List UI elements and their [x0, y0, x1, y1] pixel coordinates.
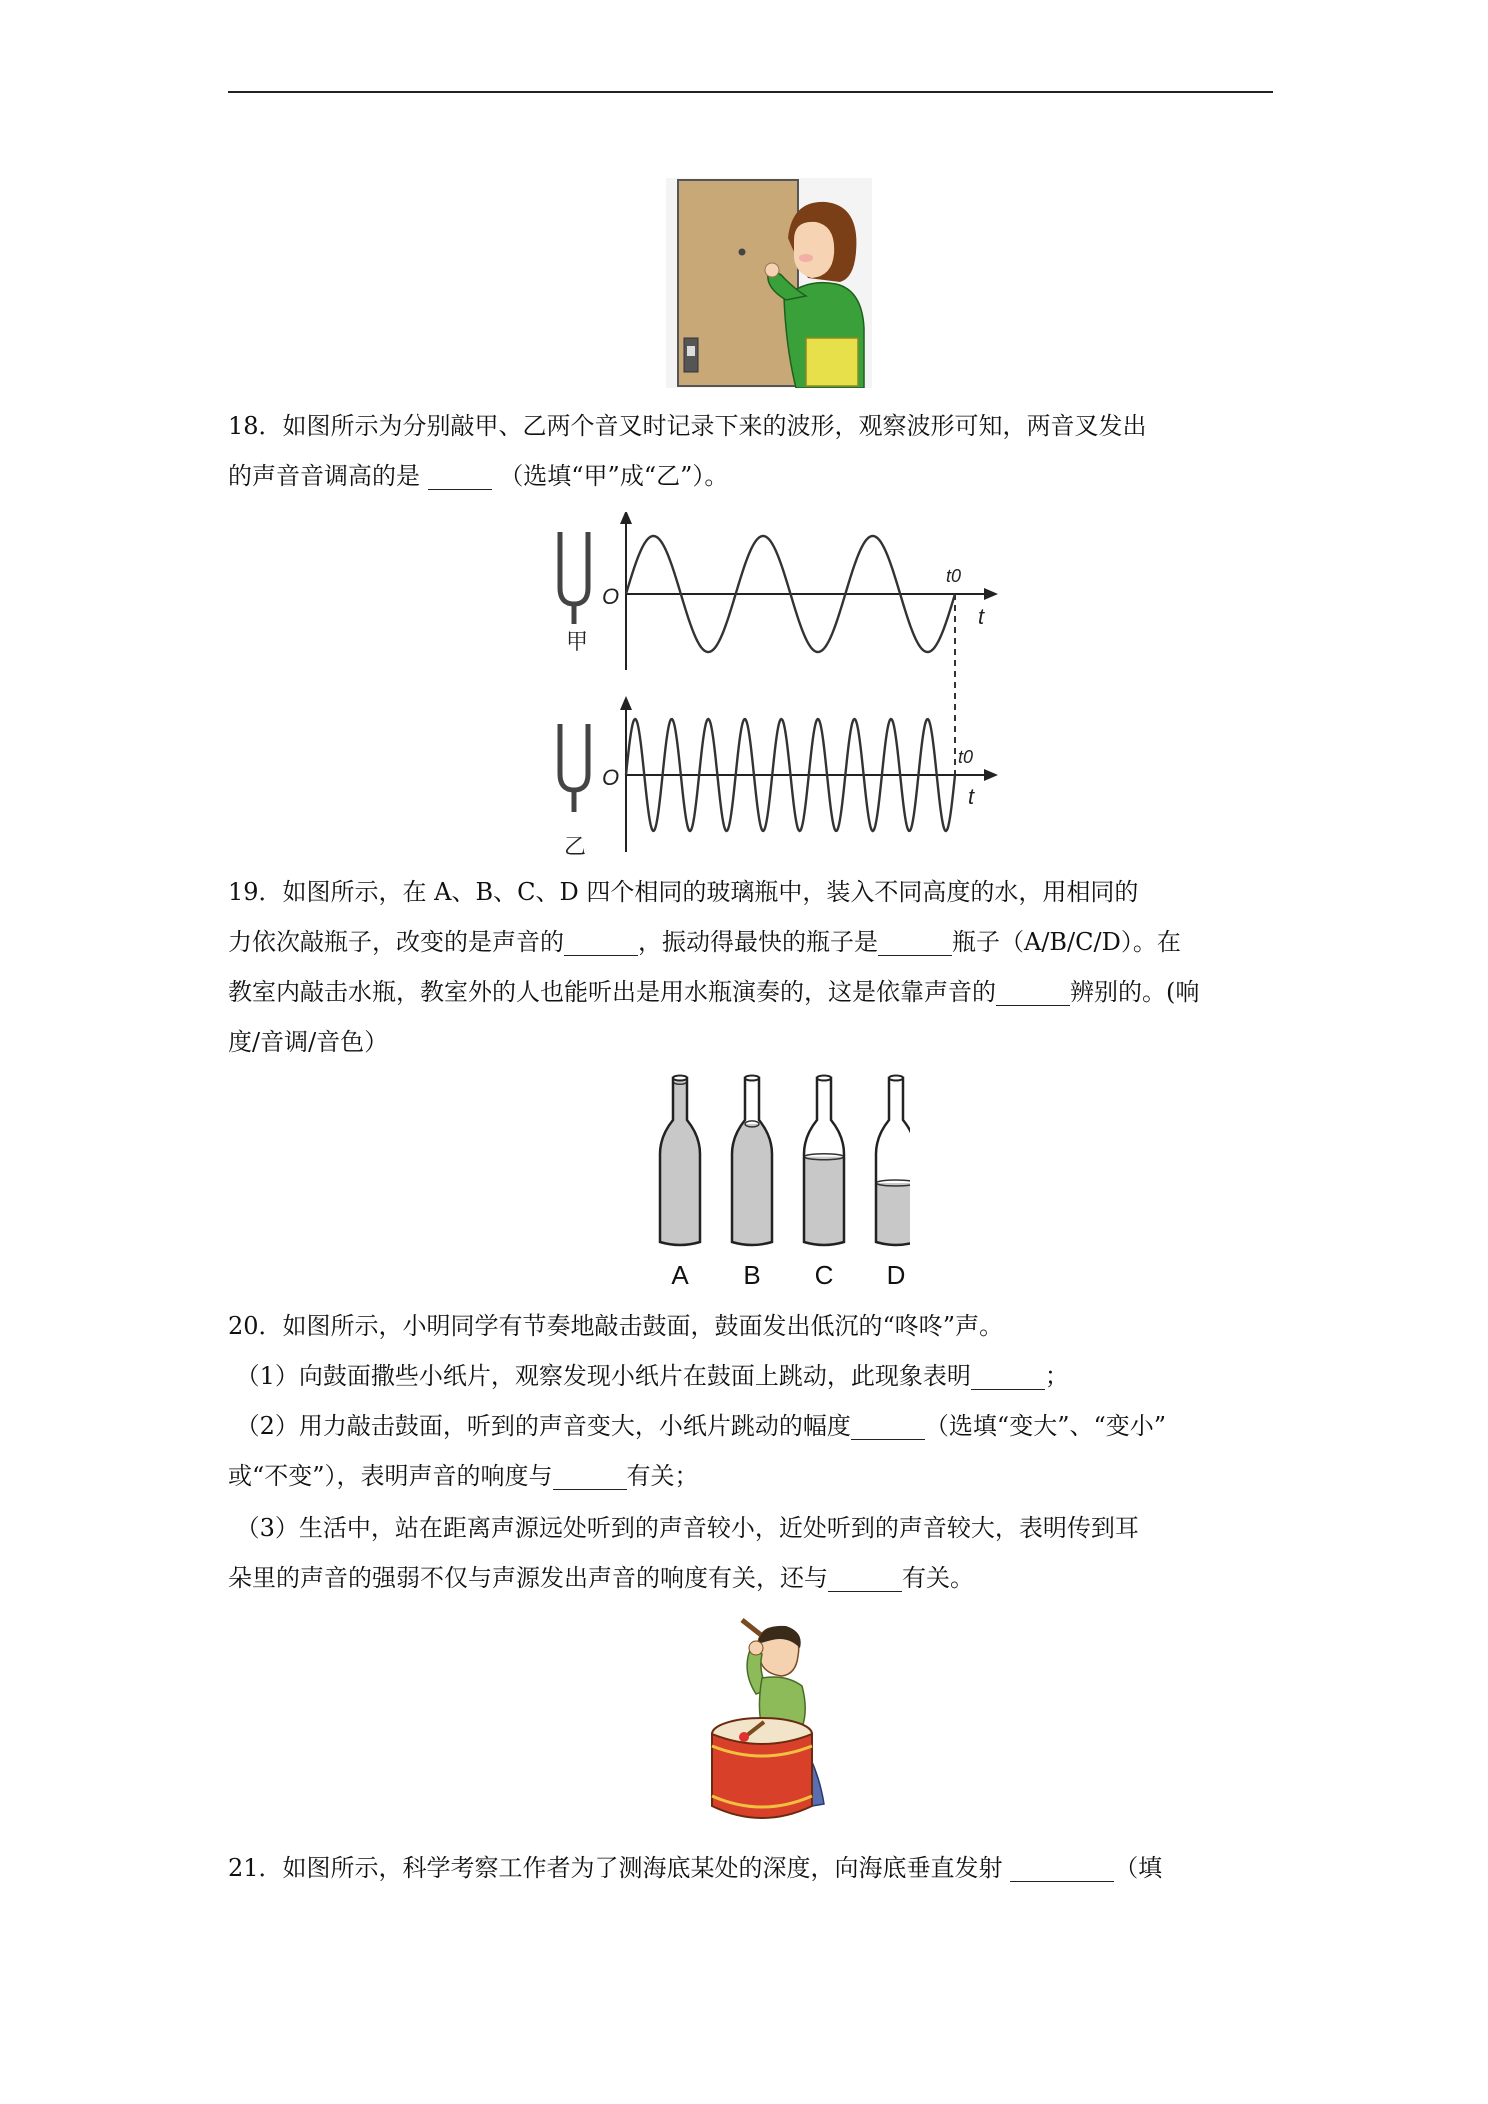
q19-line3: 教室内敲击水瓶，教室外的人也能听出是用水瓶演奏的，这是依靠声音的 辨别的。(响: [228, 978, 1200, 1006]
answer-blank[interactable]: [996, 979, 1070, 1006]
water-fill-B: [732, 1124, 772, 1252]
bottle-label-A: A: [671, 1260, 689, 1290]
q20-part1: （1）向鼓面撒些小纸片，观察发现小纸片在鼓面上跳动，此现象表明 ；: [235, 1362, 1069, 1390]
q19-line4: 度/音调/音色）: [228, 1028, 389, 1056]
tuning-fork-jia-icon: [560, 532, 588, 624]
water-fill-A: [660, 1081, 700, 1252]
bottle-A: [660, 1076, 700, 1291]
water-fill-C: [804, 1157, 844, 1252]
bottles-figure: [640, 1074, 910, 1290]
q19-line1: 19．如图所示，在 A、B、C、D 四个相同的玻璃瓶中，装入不同高度的水，用相同的: [228, 878, 1139, 906]
header-rule: [228, 91, 1273, 93]
q20-line1: 20．如图所示，小明同学有节奏地敲击鼓面，鼓面发出低沉的“咚咚”声。: [228, 1312, 1004, 1340]
answer-blank[interactable]: [1010, 1855, 1114, 1882]
fork-label-yi: 乙: [564, 834, 587, 859]
answer-blank[interactable]: [851, 1413, 925, 1440]
answer-blank[interactable]: [564, 929, 638, 956]
door-knock-illustration: [666, 178, 872, 388]
q20-part2-line2: 或“不变”），表明声音的响度与 有关；: [228, 1462, 699, 1490]
answer-blank[interactable]: [971, 1363, 1045, 1390]
bottle-B: [732, 1076, 772, 1291]
bottle-C: [804, 1076, 844, 1291]
bottle-label-C: C: [814, 1260, 834, 1290]
bottle-label-B: B: [743, 1260, 761, 1290]
origin-label-bottom: O: [602, 765, 620, 790]
drummer-illustration: [698, 1616, 848, 1828]
q19-line2: 力依次敲瓶子，改变的是声音的 ，振动得最快的瓶子是 瓶子（A/B/C/D）。在: [228, 928, 1181, 956]
answer-blank[interactable]: [428, 463, 492, 490]
fork-label-jia: 甲: [566, 629, 589, 654]
answer-blank[interactable]: [878, 929, 952, 956]
q18-line2: 的声音音调高的是 （选填“甲”成“乙”）。: [228, 462, 729, 490]
answer-blank[interactable]: [828, 1565, 902, 1592]
q18-line1: 18．如图所示为分别敲甲、乙两个音叉时记录下来的波形，观察波形可知，两音叉发出: [228, 412, 1147, 440]
q21-line1: 21．如图所示，科学考察工作者为了测海底某处的深度，向海底垂直发射 （填: [228, 1854, 1163, 1882]
bottle-label-D: D: [886, 1260, 906, 1290]
q20-part3-line2: 朵里的声音的强弱不仅与声源发出声音的响度有关，还与 有关。: [228, 1564, 974, 1592]
tuning-fork-waveform-figure: [548, 512, 1008, 860]
tuning-fork-yi-icon: [560, 724, 588, 812]
t0-label-bottom: t0: [958, 747, 974, 767]
t0-label-top: t0: [946, 566, 962, 586]
q20-part3-line1: （3）生活中，站在距离声源远处听到的声音较小，近处听到的声音较大，表明传到耳: [235, 1514, 1139, 1542]
origin-label-top: O: [602, 584, 620, 609]
t-label-top: t: [978, 604, 985, 629]
water-fill-D: [876, 1183, 910, 1252]
bottle-D: [876, 1076, 910, 1291]
t-label-bottom: t: [968, 784, 975, 809]
answer-blank[interactable]: [553, 1463, 627, 1490]
q20-part2-line1: （2）用力敲击鼓面，听到的声音变大，小纸片跳动的幅度 （选填“变大”、“变小”: [235, 1412, 1166, 1440]
